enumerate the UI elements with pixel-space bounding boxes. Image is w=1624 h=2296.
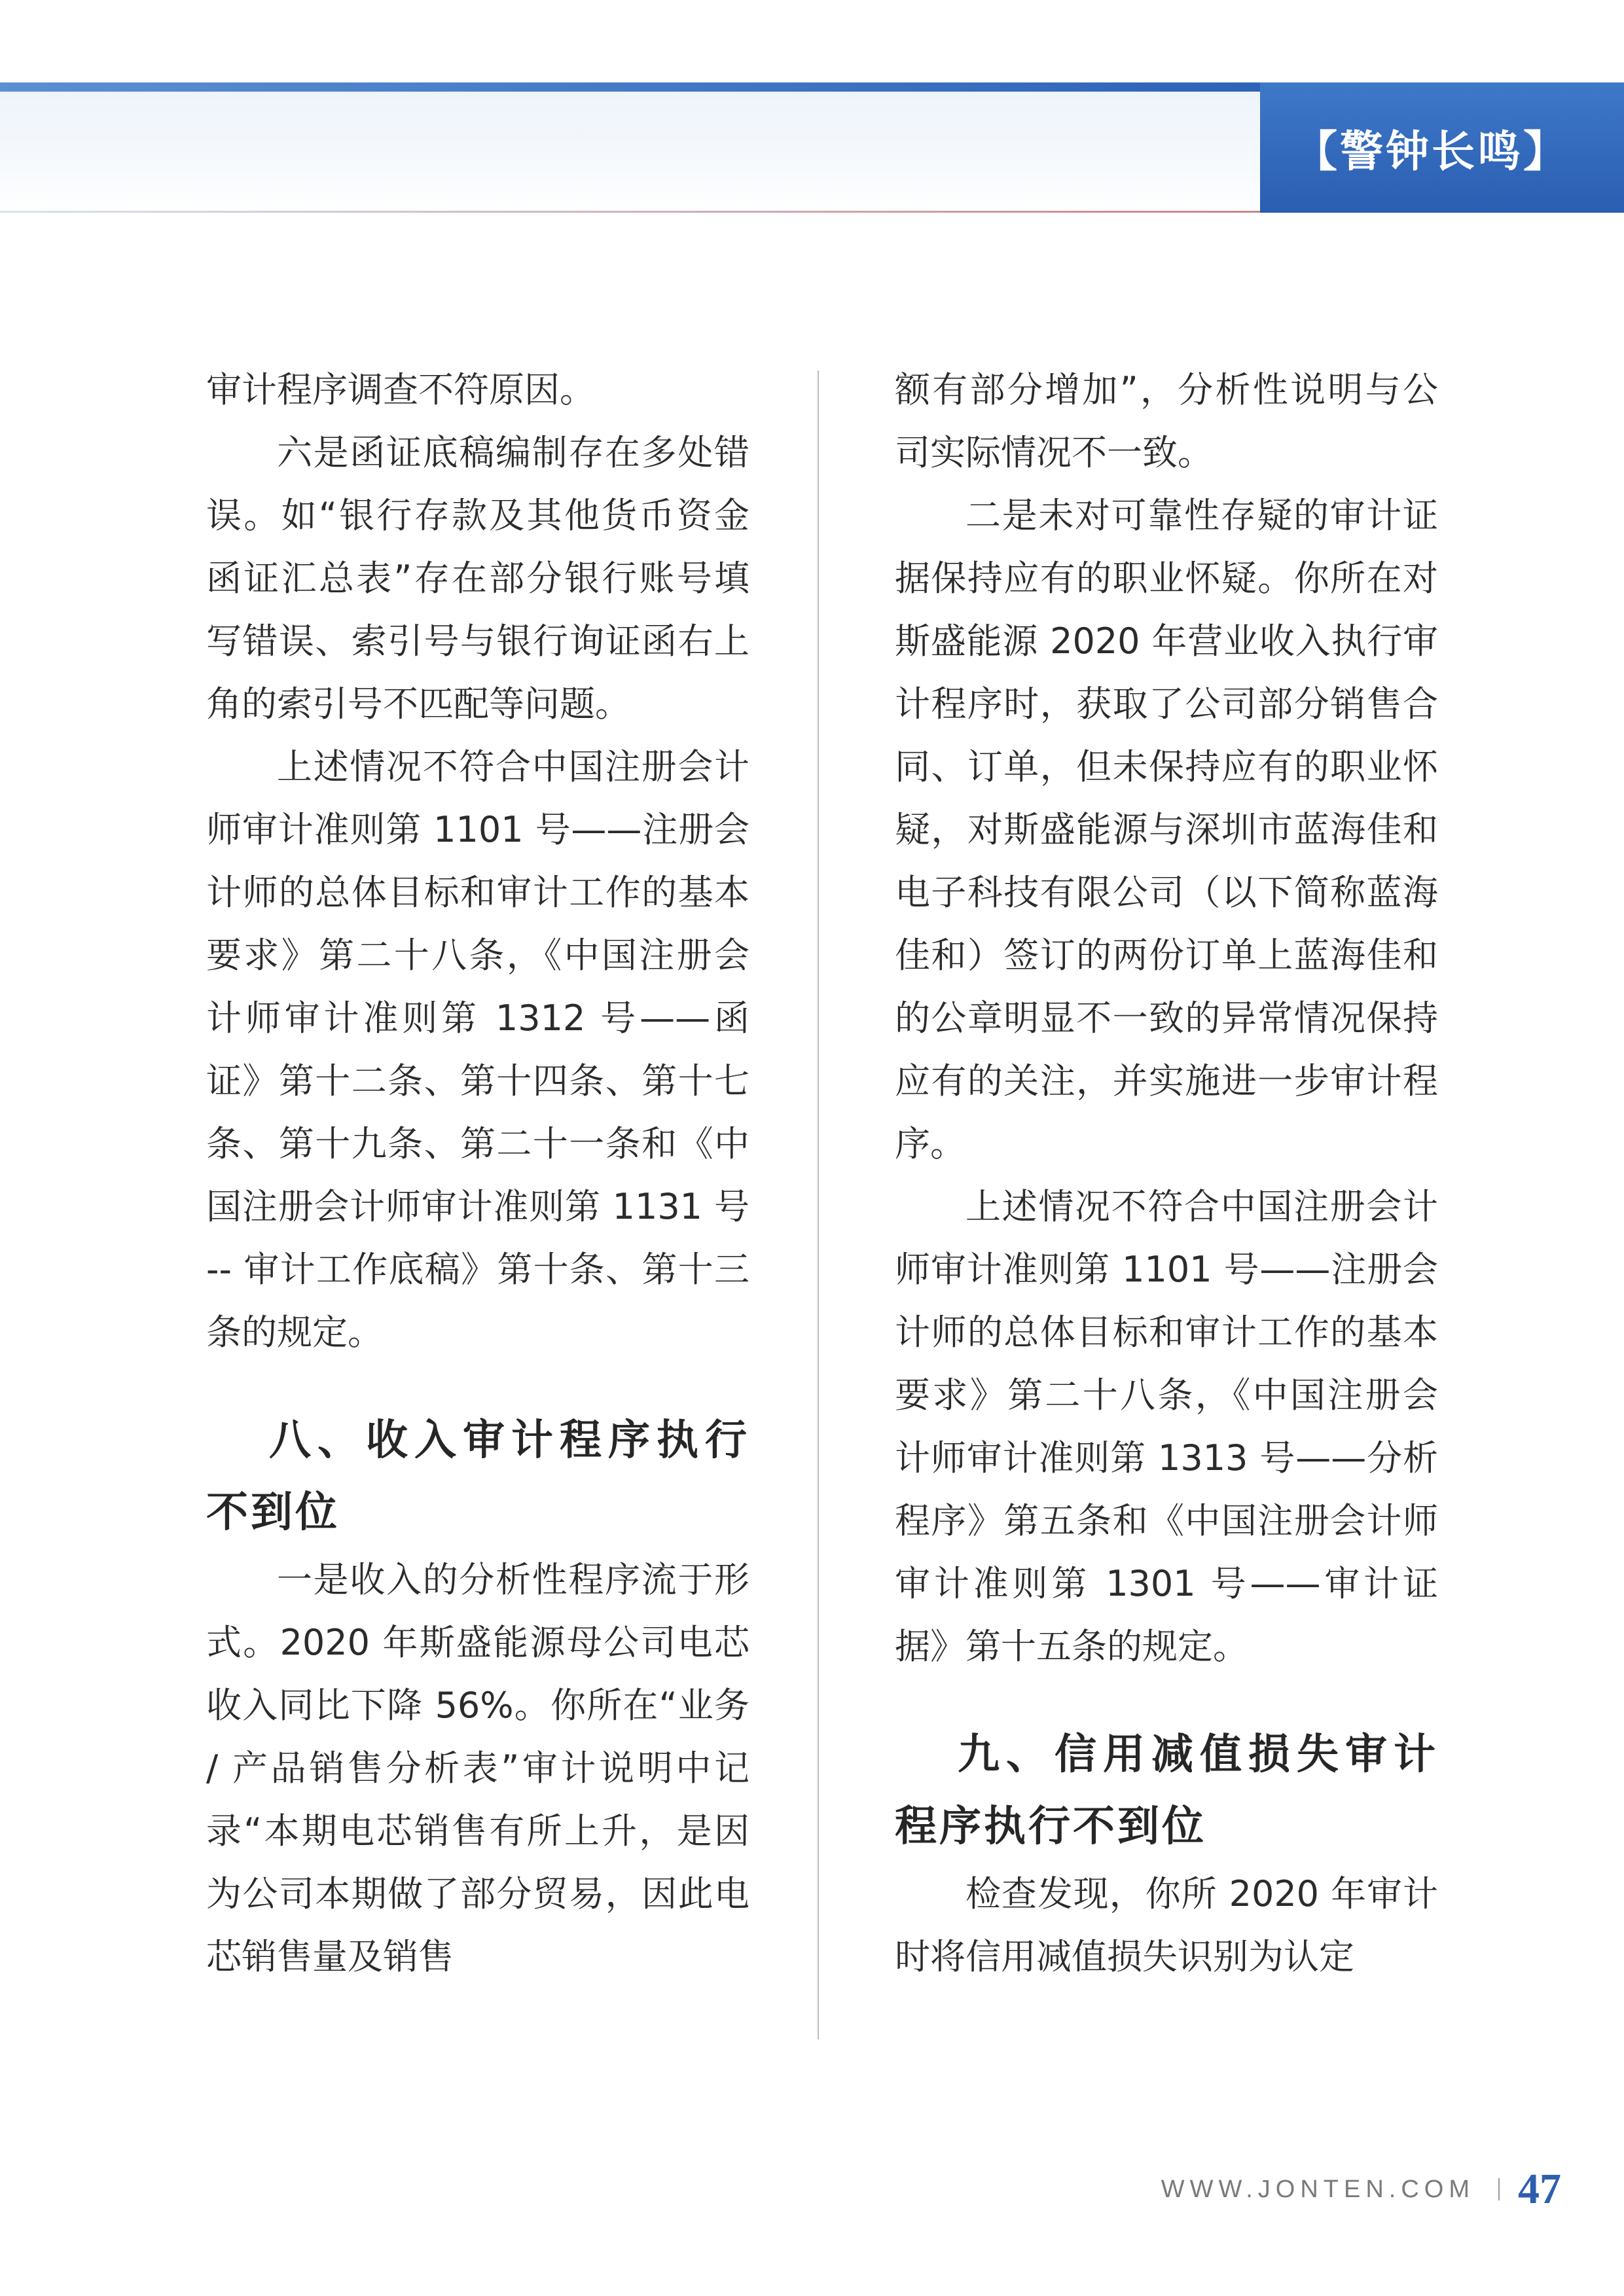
- paragraph: 六是函证底稿编制存在多处错误。如“银行存款及其他货币资金函证汇总表”存在部分银行账号填写错误、索引号与银行询证函右上角的索引号不匹配等问题。: [206, 432, 749, 725]
- page-number: 47: [1518, 2165, 1561, 2213]
- section-tag-label: 【警钟长鸣】: [1294, 126, 1569, 177]
- section-tag: [1260, 82, 1624, 213]
- column-divider: [818, 370, 819, 2039]
- header-bottom-rule: [0, 211, 1260, 213]
- header-band: [0, 92, 1260, 213]
- paragraph: 一是收入的分析性程序流于形式。2020 年斯盛能源母公司电芯收入同比下降 56%。你所在“业务 / 产品销售分析表”审计说明中记录“本期电芯销售有所上升，是因为公司本期做了部分贸易，因此电芯销售量及销售: [206, 1559, 749, 1977]
- paragraph: 检查发现，你所 2020 年审计时将信用减值损失识别为认定: [895, 1873, 1438, 1977]
- footer-separator: [1498, 2178, 1500, 2200]
- left-column: [206, 359, 749, 1988]
- right-column: [895, 359, 1438, 1988]
- section-heading-9: 九、信用减值损失审计程序执行不到位: [895, 1731, 1438, 1851]
- section-heading-8: 八、收入审计程序执行不到位: [206, 1416, 749, 1537]
- header-top-rule: [0, 82, 1263, 92]
- spacer: [895, 1678, 1438, 1719]
- spacer: [206, 1364, 749, 1405]
- paragraph: 上述情况不符合中国注册会计师审计准则第 1101 号——注册会计师的总体目标和审计工作的基本要求》第二十八条，《中国注册会计师审计准则第 1313 号——分析程序》第五条和《中国注册会计师审计准则第 1301 号——审计证据》第十五条的规定。: [895, 1186, 1438, 1667]
- paragraph: 审计程序调查不符原因。: [206, 369, 595, 410]
- paragraph: 二是未对可靠性存疑的审计证据保持应有的职业怀疑。你所在对斯盛能源 2020 年营业收入执行审计程序时，获取了公司部分销售合同、订单，但未保持应有的职业怀疑，对斯盛能源与深圳市蓝海佳和电子科技有限公司（以下简称蓝海佳和）签订的两份订单上蓝海佳和的公章明显不一致的异常情况保持应有的关注，并实施进一步审计程序。: [895, 495, 1438, 1164]
- paragraph: 额有部分增加”，分析性说明与公司实际情况不一致。: [895, 369, 1438, 473]
- page-footer: [1161, 2160, 1561, 2219]
- paragraph: 上述情况不符合中国注册会计师审计准则第 1101 号——注册会计师的总体目标和审计工作的基本要求》第二十八条，《中国注册会计师审计准则第 1312 号——函证》第十二条、第十四条、第十七条、第十九条、第二十一条和《中国注册会计师审计准则第 1131 号 -- 审计工作底稿》第十条、第十三条的规定。: [206, 746, 749, 1353]
- website-link[interactable]: WWW.JONTEN.COM: [1161, 2175, 1475, 2203]
